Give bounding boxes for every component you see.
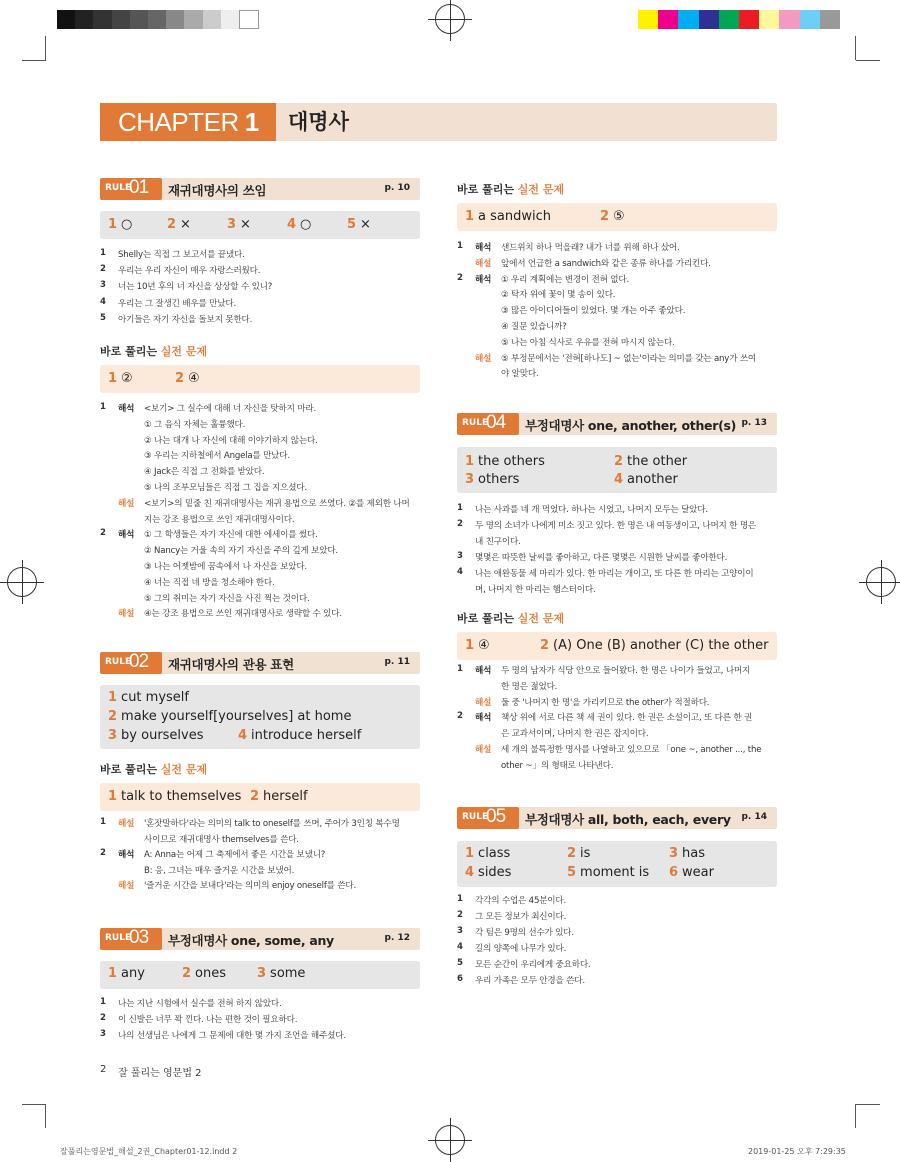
answer-number: 1 bbox=[108, 966, 118, 981]
rule-header bbox=[457, 807, 777, 829]
answer-value: is bbox=[580, 846, 591, 861]
line-text: 지는 강조 용법으로 쓰인 재귀대명사이다. bbox=[144, 514, 295, 525]
registration-mark-left bbox=[7, 567, 37, 597]
rule-number: 02 bbox=[129, 651, 149, 672]
answer-value: ④ bbox=[478, 638, 490, 653]
answer-number: 6 bbox=[669, 865, 679, 880]
line-text: B: 응, 그녀는 매우 즐거운 시간을 보냈어. bbox=[144, 865, 295, 876]
line-text: 모든 순간이 우리에게 중요하다. bbox=[475, 960, 591, 970]
answer-item bbox=[108, 789, 241, 804]
commentary-label bbox=[118, 607, 134, 619]
answer-value: × bbox=[180, 217, 191, 232]
answer-value: class bbox=[478, 846, 511, 861]
rule-tag bbox=[100, 928, 162, 950]
answer-value: the other bbox=[627, 454, 688, 469]
answer-item bbox=[465, 865, 511, 880]
answer-number: 2 bbox=[250, 789, 260, 804]
line-text: 이 신발은 너무 꽉 낀다. 나는 편한 것이 필요하다. bbox=[118, 1015, 298, 1026]
answer-number: 2 bbox=[175, 371, 185, 386]
explanation-label-text: 해석 bbox=[118, 404, 135, 414]
line-text: 한 명은 젊었다. bbox=[501, 681, 558, 692]
line-text: ① 그 음식 자체는 훌륭했다. bbox=[144, 419, 246, 430]
line-number: 3 bbox=[457, 551, 463, 561]
answer-value: talk to themselves bbox=[121, 789, 242, 804]
line-number: 3 bbox=[457, 926, 463, 936]
commentary-label-text: 해설 bbox=[475, 745, 492, 755]
answer-item bbox=[600, 209, 625, 224]
answer-item bbox=[567, 865, 649, 880]
answer-number: 3 bbox=[669, 846, 679, 861]
line-number: 2 bbox=[457, 711, 463, 722]
line-text: 야 알맞다. bbox=[501, 369, 539, 380]
answer-number: 3 bbox=[257, 966, 267, 981]
line-text: ① 우리 계획에는 변경이 전혀 없다. bbox=[501, 274, 630, 285]
answer-item bbox=[108, 217, 132, 232]
answer-number: 4 bbox=[465, 865, 475, 880]
answer-value: has bbox=[682, 846, 706, 861]
commentary-label bbox=[118, 879, 134, 891]
line-text: 둘 중 '나머지 한 명'을 가리키므로 the other가 적절하다. bbox=[501, 697, 710, 708]
line-text: ⑤ 나의 조부모님들은 직접 그 집을 지으셨다. bbox=[144, 483, 307, 493]
line-number: 2 bbox=[100, 528, 106, 539]
line-text: ② Nancy는 거울 속의 자기 자신을 주의 깊게 보았다. bbox=[144, 546, 338, 557]
line-text: <보기>의 밑줄 친 재귀대명사는 재귀 용법으로 쓰였다. ②를 제외한 나머 bbox=[144, 498, 410, 509]
commentary-label-text: 해설 bbox=[475, 258, 492, 269]
line-text: 책상 위에 서로 다른 책 세 권이 있다. 한 권은 소설이고, 또 다른 한 권 bbox=[501, 713, 753, 724]
rule-title: 재귀대명사의 쓰임 bbox=[168, 183, 267, 198]
line-text: ⑤ 그의 취미는 자기 자신을 사진 찍는 것이다. bbox=[144, 593, 310, 604]
answer-number: 2 bbox=[108, 709, 118, 724]
rule-title: 부정대명사 one, another, other(s) bbox=[525, 418, 737, 433]
answer-value: ② bbox=[121, 371, 133, 386]
answer-value: ⑤ bbox=[613, 209, 625, 224]
answer-item bbox=[250, 789, 308, 804]
explanation-label bbox=[475, 273, 491, 285]
explanation-label bbox=[475, 711, 491, 723]
answer-number: 1 bbox=[108, 789, 118, 804]
line-number: 2 bbox=[457, 910, 463, 920]
rule-tag bbox=[100, 652, 162, 674]
answer-item bbox=[182, 966, 226, 981]
answer-item bbox=[238, 728, 361, 743]
line-text: '즐거운 시간을 보내다'라는 의미의 enjoy oneself를 쓴다. bbox=[144, 881, 357, 892]
rule-prefix: RULE bbox=[105, 933, 132, 943]
answer-item bbox=[669, 846, 705, 861]
practice-section-label bbox=[457, 181, 564, 197]
commentary-label-text: 해설 bbox=[118, 881, 135, 892]
line-number: 1 bbox=[457, 894, 463, 904]
answer-number: 2 bbox=[614, 454, 624, 469]
explanation-label bbox=[475, 241, 491, 253]
answer-value: herself bbox=[263, 789, 308, 804]
answer-number: 1 bbox=[108, 371, 118, 386]
answer-number: 3 bbox=[465, 472, 475, 487]
answer-value: sides bbox=[478, 865, 512, 880]
line-number: 1 bbox=[100, 402, 106, 412]
line-number: 6 bbox=[457, 974, 463, 984]
answer-number: 2 bbox=[167, 217, 177, 232]
explanation-label bbox=[118, 402, 134, 414]
answer-item bbox=[465, 209, 551, 224]
line-text: 너는 10년 후의 너 자신을 상상할 수 있니? bbox=[118, 282, 273, 293]
answer-value: moment is bbox=[580, 865, 650, 880]
line-text: 내 친구이다. bbox=[475, 537, 521, 547]
line-number: 2 bbox=[100, 1013, 106, 1024]
chapter-label: CHAPTER 1 bbox=[100, 103, 276, 141]
commentary-label-text: 해설 bbox=[118, 498, 135, 509]
rule-page-ref: p. 10 bbox=[384, 183, 410, 193]
practice-section-label bbox=[457, 610, 564, 626]
rule-tag bbox=[100, 178, 162, 200]
commentary-label bbox=[118, 497, 134, 509]
answer-number: 2 bbox=[567, 846, 577, 861]
line-text: 나는 지난 시험에서 실수를 전혀 하지 않았다. bbox=[118, 999, 282, 1009]
answer-number: 5 bbox=[567, 865, 577, 880]
rule-title: 부정대명사 one, some, any bbox=[168, 933, 334, 948]
practice-label-prefix: 바로 풀리는 bbox=[457, 612, 518, 625]
answer-item bbox=[465, 638, 490, 653]
line-text: ② 탁자 위에 꽃이 몇 송이 있다. bbox=[501, 290, 616, 301]
line-text: ③ 우리는 지하철에서 Angela를 만났다. bbox=[144, 451, 290, 462]
rule-title: 부정대명사 all, both, each, every bbox=[525, 812, 731, 827]
answer-value: ○ bbox=[300, 217, 312, 232]
page-number: 2 bbox=[100, 1064, 107, 1075]
rule-number: 01 bbox=[129, 177, 149, 198]
line-text: 나의 선생님은 나에게 그 문제에 대한 몇 가지 조언을 해주셨다. bbox=[118, 1031, 346, 1042]
line-number: 5 bbox=[457, 958, 463, 968]
answer-value: × bbox=[240, 217, 251, 232]
line-number: 2 bbox=[100, 848, 106, 859]
answer-number: 1 bbox=[465, 638, 475, 653]
answer-item bbox=[108, 966, 145, 981]
answer-value: × bbox=[360, 217, 371, 232]
line-text: ④ 너는 직접 네 방을 청소해야 한다. bbox=[144, 577, 275, 588]
answer-number: 1 bbox=[108, 217, 118, 232]
line-text: 아기들은 자기 자신을 돌보지 못한다. bbox=[118, 314, 253, 325]
answer-value: wear bbox=[682, 865, 714, 880]
answer-item bbox=[108, 709, 351, 724]
rule-page-ref: p. 13 bbox=[741, 418, 767, 428]
line-text: ④는 강조 용법으로 쓰인 재귀대명사로 생략할 수 있다. bbox=[144, 609, 342, 620]
rule-prefix: RULE bbox=[462, 812, 489, 822]
color-calibration-bar bbox=[638, 10, 840, 29]
answer-item bbox=[614, 454, 687, 469]
answer-value: others bbox=[478, 472, 520, 487]
rule-prefix: RULE bbox=[462, 418, 489, 428]
commentary-label-text: 해설 bbox=[118, 819, 135, 829]
answer-item bbox=[347, 217, 371, 232]
answer-number: 3 bbox=[108, 728, 118, 743]
explanation-label-text: 해석 bbox=[475, 666, 492, 676]
explanation-label bbox=[118, 848, 134, 860]
answer-item bbox=[108, 690, 189, 705]
rule-page-ref: p. 12 bbox=[384, 933, 410, 943]
registration-mark-bottom bbox=[435, 1125, 465, 1155]
line-text: ③ 나는 어젯밤에 꿈속에서 나 자신을 보았다. bbox=[144, 562, 307, 572]
line-number: 1 bbox=[100, 997, 106, 1007]
line-number: 2 bbox=[100, 264, 106, 275]
rule-header bbox=[100, 178, 420, 200]
practice-label-main: 실전 문제 bbox=[160, 763, 208, 776]
rule-number: 05 bbox=[486, 806, 506, 827]
rule-tag bbox=[457, 807, 519, 829]
rule-title: 재귀대명사의 관용 표현 bbox=[168, 657, 294, 672]
line-text: 각 팀은 9명의 선수가 있다. bbox=[475, 928, 574, 938]
line-text: 각각의 수업은 45분이다. bbox=[475, 896, 567, 906]
explanation-label-text: 해석 bbox=[118, 850, 135, 861]
practice-label-main: 실전 문제 bbox=[517, 183, 565, 196]
practice-label-prefix: 바로 풀리는 bbox=[100, 345, 161, 358]
explanation-label-text: 해석 bbox=[475, 274, 492, 285]
commentary-label bbox=[475, 352, 491, 364]
line-number: 1 bbox=[457, 241, 463, 251]
practice-section-label bbox=[100, 761, 207, 777]
answer-number: 4 bbox=[287, 217, 297, 232]
answer-number: 1 bbox=[465, 846, 475, 861]
line-text: ⑤ 부정문에서는 '전혀[하나도] ~ 없는'이라는 의미를 갖는 any가 쓰여 bbox=[501, 353, 757, 364]
answer-number: 2 bbox=[540, 638, 550, 653]
answer-value: another bbox=[627, 472, 678, 487]
line-text: 우리는 우리 자신이 매우 자랑스러웠다. bbox=[118, 266, 261, 277]
answer-item bbox=[465, 454, 545, 469]
line-text: ④ 질문 있습니까? bbox=[501, 322, 567, 332]
answer-item bbox=[669, 865, 714, 880]
commentary-label-text: 해설 bbox=[475, 353, 492, 364]
line-text: ② 나는 대개 나 자신에 대해 이야기하지 않는다. bbox=[144, 435, 318, 446]
rule-header bbox=[100, 652, 420, 674]
line-text: ④ Jack은 직접 그 전화를 받았다. bbox=[144, 467, 265, 478]
line-number: 4 bbox=[457, 942, 463, 952]
line-number: 2 bbox=[457, 519, 463, 529]
answer-number: 1 bbox=[108, 690, 118, 705]
line-number: 5 bbox=[100, 312, 106, 323]
explanation-label-text: 해석 bbox=[475, 713, 492, 724]
explanation-label-text: 해석 bbox=[475, 243, 492, 253]
practice-label-main: 실전 문제 bbox=[517, 612, 565, 625]
answer-number: 4 bbox=[614, 472, 624, 487]
rule-header bbox=[457, 413, 777, 435]
answer-number: 2 bbox=[600, 209, 610, 224]
line-number: 4 bbox=[100, 296, 106, 307]
date-slug: 2019-01-25 오후 7:29:35 bbox=[748, 1147, 846, 1156]
answer-number: 1 bbox=[465, 454, 475, 469]
line-number: 1 bbox=[100, 817, 106, 827]
answer-item bbox=[108, 728, 204, 743]
answer-value: the others bbox=[478, 454, 545, 469]
rule-page-ref: p. 14 bbox=[741, 812, 767, 822]
line-number: 1 bbox=[457, 503, 463, 513]
line-text: 사이므로 재귀대명사 themselves를 쓴다. bbox=[144, 834, 299, 845]
line-text: A: Anna는 어제 그 축제에서 좋은 시간을 보냈니? bbox=[144, 850, 326, 861]
registration-mark-right bbox=[866, 567, 896, 597]
line-text: 그 모든 정보가 최신이다. bbox=[475, 912, 567, 922]
commentary-label bbox=[475, 743, 491, 755]
explanation-label bbox=[475, 664, 491, 676]
line-number: 4 bbox=[457, 567, 463, 577]
explanation-label bbox=[118, 528, 134, 540]
line-text: ③ 많은 아이디어들이 있었다. 몇 개는 아주 좋았다. bbox=[501, 306, 686, 317]
line-text: 우리 가족은 모두 안경을 쓴다. bbox=[475, 976, 585, 986]
line-text: 며, 나머지 한 마리는 햄스터이다. bbox=[475, 585, 596, 595]
line-number: 1 bbox=[100, 248, 106, 258]
answer-item bbox=[540, 638, 768, 653]
chapter-title: 대명사 bbox=[288, 110, 349, 134]
line-number: 1 bbox=[457, 664, 463, 674]
answer-number: 4 bbox=[238, 728, 248, 743]
line-text: 세 개의 불특정한 명사를 나열하고 있으므로 「one ~, another ..., the bbox=[501, 745, 762, 755]
answer-item bbox=[227, 217, 251, 232]
rule-number: 04 bbox=[486, 412, 506, 433]
line-text: 두 명의 소녀가 나에게 미소 짓고 있다. 한 명은 내 여동생이고, 나머지 한 명은 bbox=[475, 521, 757, 531]
answer-value: ④ bbox=[188, 371, 200, 386]
answer-item bbox=[108, 371, 133, 386]
answer-number: 3 bbox=[227, 217, 237, 232]
registration-mark-top bbox=[435, 4, 465, 34]
answer-box bbox=[100, 365, 420, 393]
answer-item bbox=[175, 371, 200, 386]
line-number: 3 bbox=[100, 1029, 106, 1040]
answer-value: (A) One (B) another (C) the other bbox=[553, 638, 769, 653]
answer-number: 2 bbox=[182, 966, 192, 981]
answer-value: ○ bbox=[121, 217, 133, 232]
line-text: 앞에서 언급한 a sandwich와 같은 종류 하나를 가리킨다. bbox=[501, 258, 711, 269]
commentary-label bbox=[475, 696, 491, 708]
explanation-label-text: 해석 bbox=[118, 530, 135, 541]
practice-section-label bbox=[100, 343, 207, 359]
answer-value: a sandwich bbox=[478, 209, 552, 224]
practice-label-prefix: 바로 풀리는 bbox=[457, 183, 518, 196]
answer-value: by ourselves bbox=[121, 728, 204, 743]
line-number: 2 bbox=[457, 272, 463, 283]
line-text: 우리는 그 잘생긴 배우를 만났다. bbox=[118, 298, 236, 309]
answer-item bbox=[287, 217, 311, 232]
line-text: 은 교과서이며, 나머지 한 권은 잡지이다. bbox=[501, 729, 649, 740]
answer-item bbox=[465, 846, 510, 861]
line-text: ① 그 학생들은 자기 자신에 대한 에세이를 썼다. bbox=[144, 530, 318, 541]
answer-box bbox=[100, 211, 420, 239]
line-number: 3 bbox=[100, 280, 106, 291]
line-text: 몇몇은 따뜻한 날씨를 좋아하고, 다른 몇몇은 시원한 날씨를 좋아한다. bbox=[475, 553, 728, 563]
line-text: 길의 양쪽에 나무가 있다. bbox=[475, 944, 567, 954]
practice-label-main: 실전 문제 bbox=[160, 345, 208, 358]
line-text: 샌드위치 하나 먹을래? 내가 너를 위해 하나 샀어. bbox=[501, 243, 680, 253]
rule-header bbox=[100, 928, 420, 950]
rule-number: 03 bbox=[129, 927, 149, 948]
rule-page-ref: p. 11 bbox=[384, 657, 410, 667]
line-text: <보기> 그 실수에 대해 너 자신을 탓하지 마라. bbox=[144, 404, 316, 414]
line-text: '혼잣말하다'라는 의미의 talk to oneself를 쓰며, 주어가 3인칭 복수명 bbox=[144, 819, 400, 829]
answer-value: make yourself[yourselves] at home bbox=[121, 709, 352, 724]
line-text: Shelly는 직접 그 보고서를 끝냈다. bbox=[118, 250, 245, 260]
answer-value: introduce herself bbox=[251, 728, 362, 743]
answer-value: cut myself bbox=[121, 690, 189, 705]
answer-value: ones bbox=[195, 966, 227, 981]
answer-value: any bbox=[121, 966, 145, 981]
line-text: other ~」의 형태로 나타낸다. bbox=[501, 760, 614, 771]
answer-item bbox=[614, 472, 678, 487]
answer-item bbox=[257, 966, 305, 981]
line-text: 두 명의 남자가 식당 안으로 들어왔다. 한 명은 나이가 들었고, 나머지 bbox=[501, 666, 751, 676]
answer-number: 5 bbox=[347, 217, 357, 232]
grey-calibration-bar bbox=[57, 10, 259, 29]
practice-label-prefix: 바로 풀리는 bbox=[100, 763, 161, 776]
book-title: 잘 풀리는 영문법 2 bbox=[118, 1068, 202, 1079]
line-text: 나는 애완동물 세 마리가 있다. 한 마리는 개이고, 또 다른 한 마리는 고양이이 bbox=[475, 569, 754, 579]
answer-item bbox=[167, 217, 191, 232]
answer-number: 1 bbox=[465, 209, 475, 224]
commentary-label-text: 해설 bbox=[475, 697, 492, 708]
line-text: ⑤ 나는 아침 식사로 우유를 전혀 마시지 않는다. bbox=[501, 337, 675, 348]
rule-tag bbox=[457, 413, 519, 435]
rule-prefix: RULE bbox=[105, 657, 132, 667]
commentary-label-text: 해설 bbox=[118, 609, 135, 620]
answer-value: some bbox=[270, 966, 306, 981]
line-text: 나는 사과를 네 개 먹었다. 하나는 시었고, 나머지 모두는 달았다. bbox=[475, 505, 708, 515]
answer-item bbox=[567, 846, 590, 861]
rule-prefix: RULE bbox=[105, 183, 132, 193]
commentary-label bbox=[118, 817, 134, 829]
answer-item bbox=[465, 472, 519, 487]
commentary-label bbox=[475, 257, 491, 269]
file-slug: 잘풀리는영문법_해설_2권_Chapter01-12.indd 2 bbox=[60, 1147, 238, 1156]
